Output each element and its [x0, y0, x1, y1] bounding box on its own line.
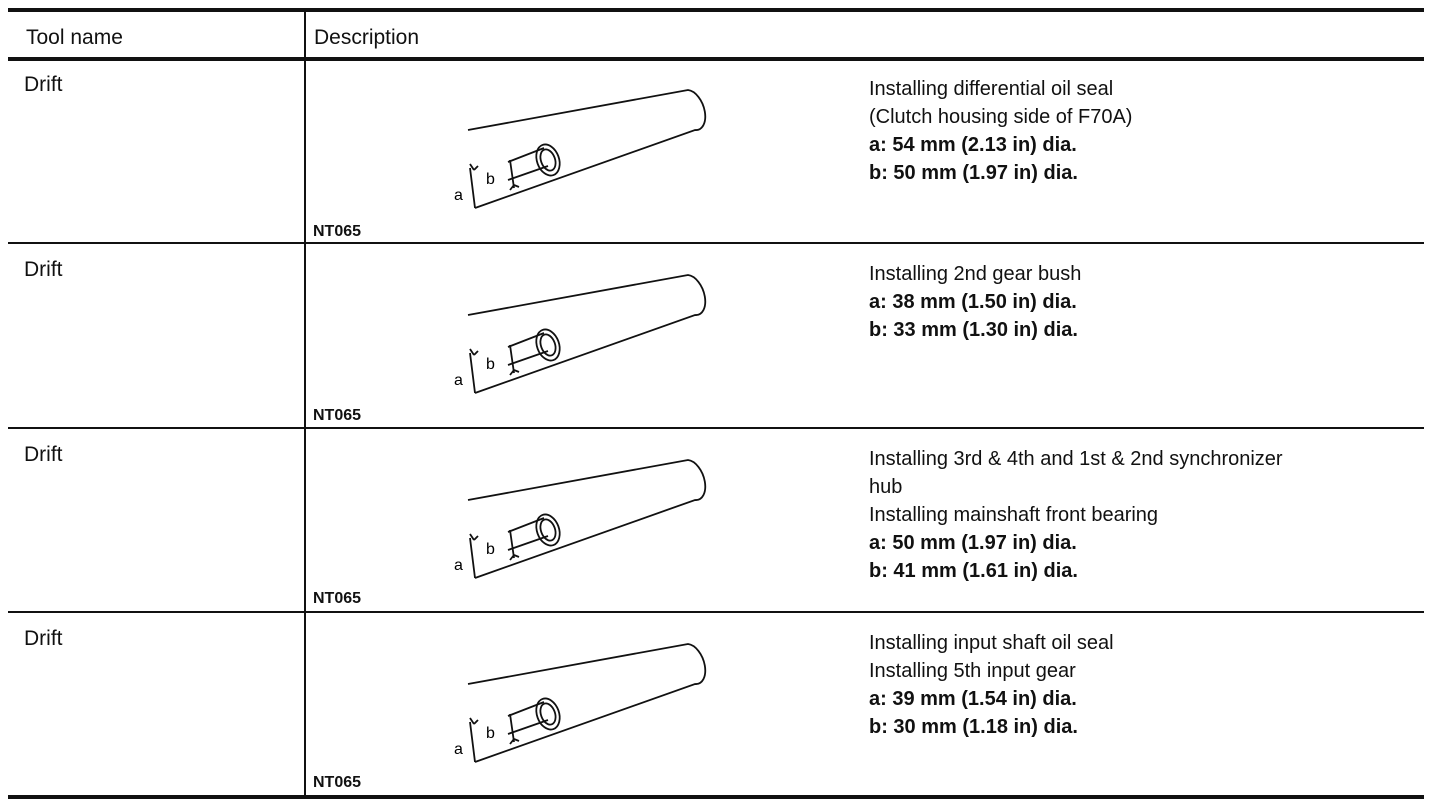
tool-code: NT065 — [313, 774, 362, 791]
dimension-b: b: 30 mm (1.18 in) dia. — [869, 716, 1078, 738]
tool-name: Drift — [24, 258, 63, 281]
description-line: hub — [869, 476, 903, 498]
description — [869, 445, 1389, 585]
dimension-label-b: b — [486, 171, 495, 188]
description-line: Installing 5th input gear — [869, 660, 1076, 682]
row-divider — [8, 242, 1424, 244]
tool-code: NT065 — [313, 590, 362, 607]
description-line: Installing mainshaft front bearing — [869, 504, 1159, 526]
description-line: (Clutch housing side of F70A) — [869, 106, 1133, 128]
table-row — [0, 245, 1424, 427]
tool-code: NT065 — [313, 223, 362, 240]
header-description: Description — [314, 26, 420, 49]
table-row — [0, 430, 1424, 611]
description-line: Installing differential oil seal — [869, 78, 1114, 100]
dimension-label-a: a — [454, 557, 463, 574]
dimension-label-a: a — [454, 372, 463, 389]
dimension-b: b: 41 mm (1.61 in) dia. — [869, 560, 1078, 582]
dimension-label-a: a — [454, 187, 463, 204]
description — [869, 629, 1389, 741]
dimension-a: a: 50 mm (1.97 in) dia. — [869, 532, 1077, 554]
table-row — [0, 60, 1424, 242]
dimension-a: a: 38 mm (1.50 in) dia. — [869, 291, 1077, 313]
drift-illustration — [440, 624, 730, 764]
drift-illustration — [440, 255, 730, 395]
description-line: Installing 2nd gear bush — [869, 263, 1082, 285]
dimension-b: b: 50 mm (1.97 in) dia. — [869, 162, 1078, 184]
description-line: Installing 3rd & 4th and 1st & 2nd synchronizer — [869, 448, 1283, 470]
header-tool-name: Tool name — [26, 26, 123, 49]
table-row — [0, 614, 1424, 795]
dimension-b: b: 33 mm (1.30 in) dia. — [869, 319, 1078, 341]
dimension-label-b: b — [486, 725, 495, 742]
drift-illustration — [440, 440, 730, 580]
tool-name: Drift — [24, 627, 63, 650]
row-divider — [8, 427, 1424, 429]
drift-illustration — [440, 70, 730, 210]
dimension-label-b: b — [486, 541, 495, 558]
tool-name: Drift — [24, 73, 63, 96]
table-bottom-rule — [8, 795, 1424, 799]
description-line: Installing input shaft oil seal — [869, 632, 1114, 654]
dimension-label-a: a — [454, 741, 463, 758]
description — [869, 75, 1389, 187]
row-divider — [8, 611, 1424, 613]
dimension-a: a: 39 mm (1.54 in) dia. — [869, 688, 1077, 710]
tool-name: Drift — [24, 443, 63, 466]
dimension-label-b: b — [486, 356, 495, 373]
tool-code: NT065 — [313, 407, 362, 424]
table-top-rule — [8, 8, 1424, 12]
description — [869, 260, 1389, 344]
dimension-a: a: 54 mm (2.13 in) dia. — [869, 134, 1077, 156]
